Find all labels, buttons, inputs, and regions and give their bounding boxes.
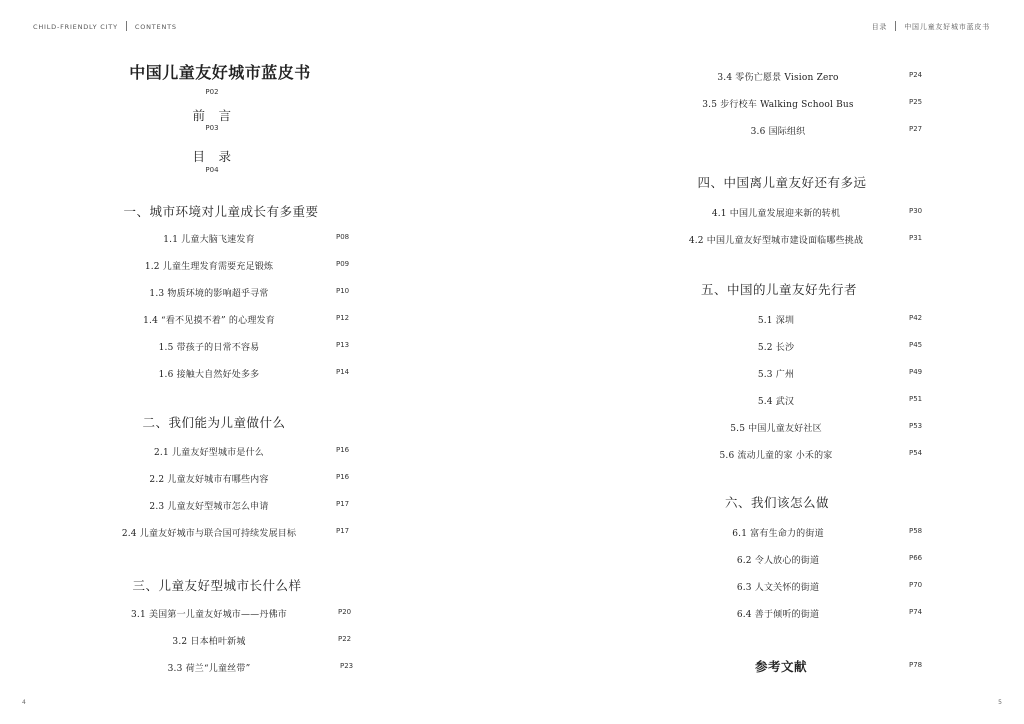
- toc-entry-3-2[interactable]: 3.2 日本柏叶新城: [172, 637, 246, 647]
- preface-page: P03: [205, 124, 219, 132]
- running-header-left: [33, 22, 177, 32]
- toc-entry-6-3[interactable]: 6.3 人文关怀的街道: [736, 583, 820, 593]
- toc-page-5-1: P42: [909, 314, 923, 322]
- toc-page-5-3: P49: [909, 368, 923, 376]
- section-4-title: 四、中国离儿童友好还有多远: [697, 175, 867, 190]
- toc-entry-1-4[interactable]: 1.4 “看不见摸不着” 的心理发育: [143, 316, 275, 326]
- references-page: P78: [909, 661, 923, 669]
- toc-page: P04: [205, 166, 219, 174]
- toc-entry-6-2[interactable]: 6.2 令人放心的街道: [736, 556, 820, 566]
- toc-page-6-1: P58: [909, 527, 923, 535]
- book-title: 中国儿童友好城市蓝皮书: [129, 63, 311, 82]
- toc-entry-3-5[interactable]: 3.5 步行校车 Walking School Bus: [702, 100, 854, 110]
- toc-entry-2-2[interactable]: 2.2 儿童友好城市有哪些内容: [149, 475, 269, 485]
- toc-entry-3-3[interactable]: 3.3 荷兰“儿童丝带”: [167, 664, 251, 674]
- header-brand: CHILD-FRIENDLY CITY: [33, 23, 118, 31]
- toc-page-1-5: P13: [336, 341, 350, 349]
- book-title-page: P02: [205, 88, 219, 96]
- page-number-left: 4: [22, 699, 26, 706]
- header-divider-right: [895, 21, 896, 31]
- toc-page-5-2: P45: [909, 341, 923, 349]
- section-1-title: 一、城市环境对儿童成长有多重要: [123, 204, 319, 219]
- toc-page-3-2: P22: [338, 635, 352, 643]
- toc-page-5-5: P53: [909, 422, 923, 430]
- toc-entry-5-6[interactable]: 5.6 流动儿童的家 小禾的家: [719, 451, 833, 461]
- toc-page-6-2: P66: [909, 554, 923, 562]
- running-header-right: [872, 22, 990, 32]
- toc-page-1-1: P08: [336, 233, 350, 241]
- toc-entry-1-3[interactable]: 1.3 物质环境的影响超乎寻常: [149, 289, 269, 299]
- toc-heading: 目 录: [192, 149, 232, 164]
- references-heading[interactable]: 参考文献: [754, 659, 808, 674]
- preface-heading: 前 言: [192, 108, 232, 123]
- toc-entry-1-2[interactable]: 1.2 儿童生理发育需要充足锻炼: [144, 262, 274, 272]
- header-book-title: 中国儿童友好城市蓝皮书: [904, 23, 990, 31]
- toc-entry-2-1[interactable]: 2.1 儿童友好型城市是什么: [154, 448, 264, 458]
- toc-entry-5-3[interactable]: 5.3 广州: [757, 370, 795, 380]
- section-2-title: 二、我们能为儿童做什么: [142, 415, 286, 430]
- toc-page-5-6: P54: [909, 449, 923, 457]
- toc-entry-3-6[interactable]: 3.6 国际组织: [750, 127, 806, 137]
- header-divider: [126, 21, 127, 31]
- toc-page-3-1: P20: [338, 608, 352, 616]
- toc-page-1-2: P09: [336, 260, 350, 268]
- toc-page-3-4: P24: [909, 71, 923, 79]
- toc-page-6-3: P70: [909, 581, 923, 589]
- toc-page-3-6: P27: [909, 125, 923, 133]
- header-section: CONTENTS: [134, 23, 177, 31]
- toc-entry-1-6[interactable]: 1.6 接触大自然好处多多: [158, 370, 260, 380]
- toc-page-2-2: P16: [336, 473, 350, 481]
- toc-entry-3-4[interactable]: 3.4 零伤亡愿景 Vision Zero: [717, 73, 839, 83]
- toc-entry-6-1[interactable]: 6.1 富有生命力的街道: [732, 529, 824, 539]
- toc-page-2-1: P16: [336, 446, 350, 454]
- section-3-title: 三、儿童友好型城市长什么样: [132, 578, 302, 593]
- toc-entry-1-1[interactable]: 1.1 儿童大脑飞速发育: [163, 235, 255, 245]
- toc-entry-6-4[interactable]: 6.4 善于倾听的街道: [736, 610, 820, 620]
- page-number-right: 5: [998, 699, 1002, 706]
- toc-entry-2-3[interactable]: 2.3 儿童友好型城市怎么申请: [149, 502, 269, 512]
- toc-entry-5-5[interactable]: 5.5 中国儿童友好社区: [730, 424, 822, 434]
- toc-entry-5-4[interactable]: 5.4 武汉: [757, 397, 795, 407]
- toc-entry-3-1[interactable]: 3.1 美国第一儿童友好城市——丹佛市: [131, 610, 287, 620]
- toc-entry-2-4[interactable]: 2.4 儿童友好城市与联合国可持续发展目标: [121, 529, 297, 539]
- toc-page-3-5: P25: [909, 98, 923, 106]
- toc-page-3-3: P23: [340, 662, 354, 670]
- toc-entry-1-5[interactable]: 1.5 带孩子的日常不容易: [158, 343, 260, 353]
- toc-entry-4-2[interactable]: 4.2 中国儿童友好型城市建设面临哪些挑战: [688, 236, 864, 246]
- header-section-cn: 目录: [871, 23, 888, 31]
- toc-page-2-4: P17: [336, 527, 350, 535]
- toc-page-5-4: P51: [909, 395, 923, 403]
- toc-page-1-3: P10: [336, 287, 350, 295]
- toc-entry-5-1[interactable]: 5.1 深圳: [757, 316, 795, 326]
- toc-page-1-4: P12: [336, 314, 350, 322]
- toc-page-6-4: P74: [909, 608, 923, 616]
- toc-page-2-3: P17: [336, 500, 350, 508]
- toc-entry-5-2[interactable]: 5.2 长沙: [757, 343, 795, 353]
- section-6-title: 六、我们该怎么做: [724, 495, 830, 510]
- toc-entry-4-1[interactable]: 4.1 中国儿童发展迎来新的转机: [711, 209, 841, 219]
- toc-page-4-2: P31: [909, 234, 923, 242]
- toc-page-4-1: P30: [909, 207, 923, 215]
- toc-page-1-6: P14: [336, 368, 350, 376]
- section-5-title: 五、中国的儿童友好先行者: [700, 282, 858, 297]
